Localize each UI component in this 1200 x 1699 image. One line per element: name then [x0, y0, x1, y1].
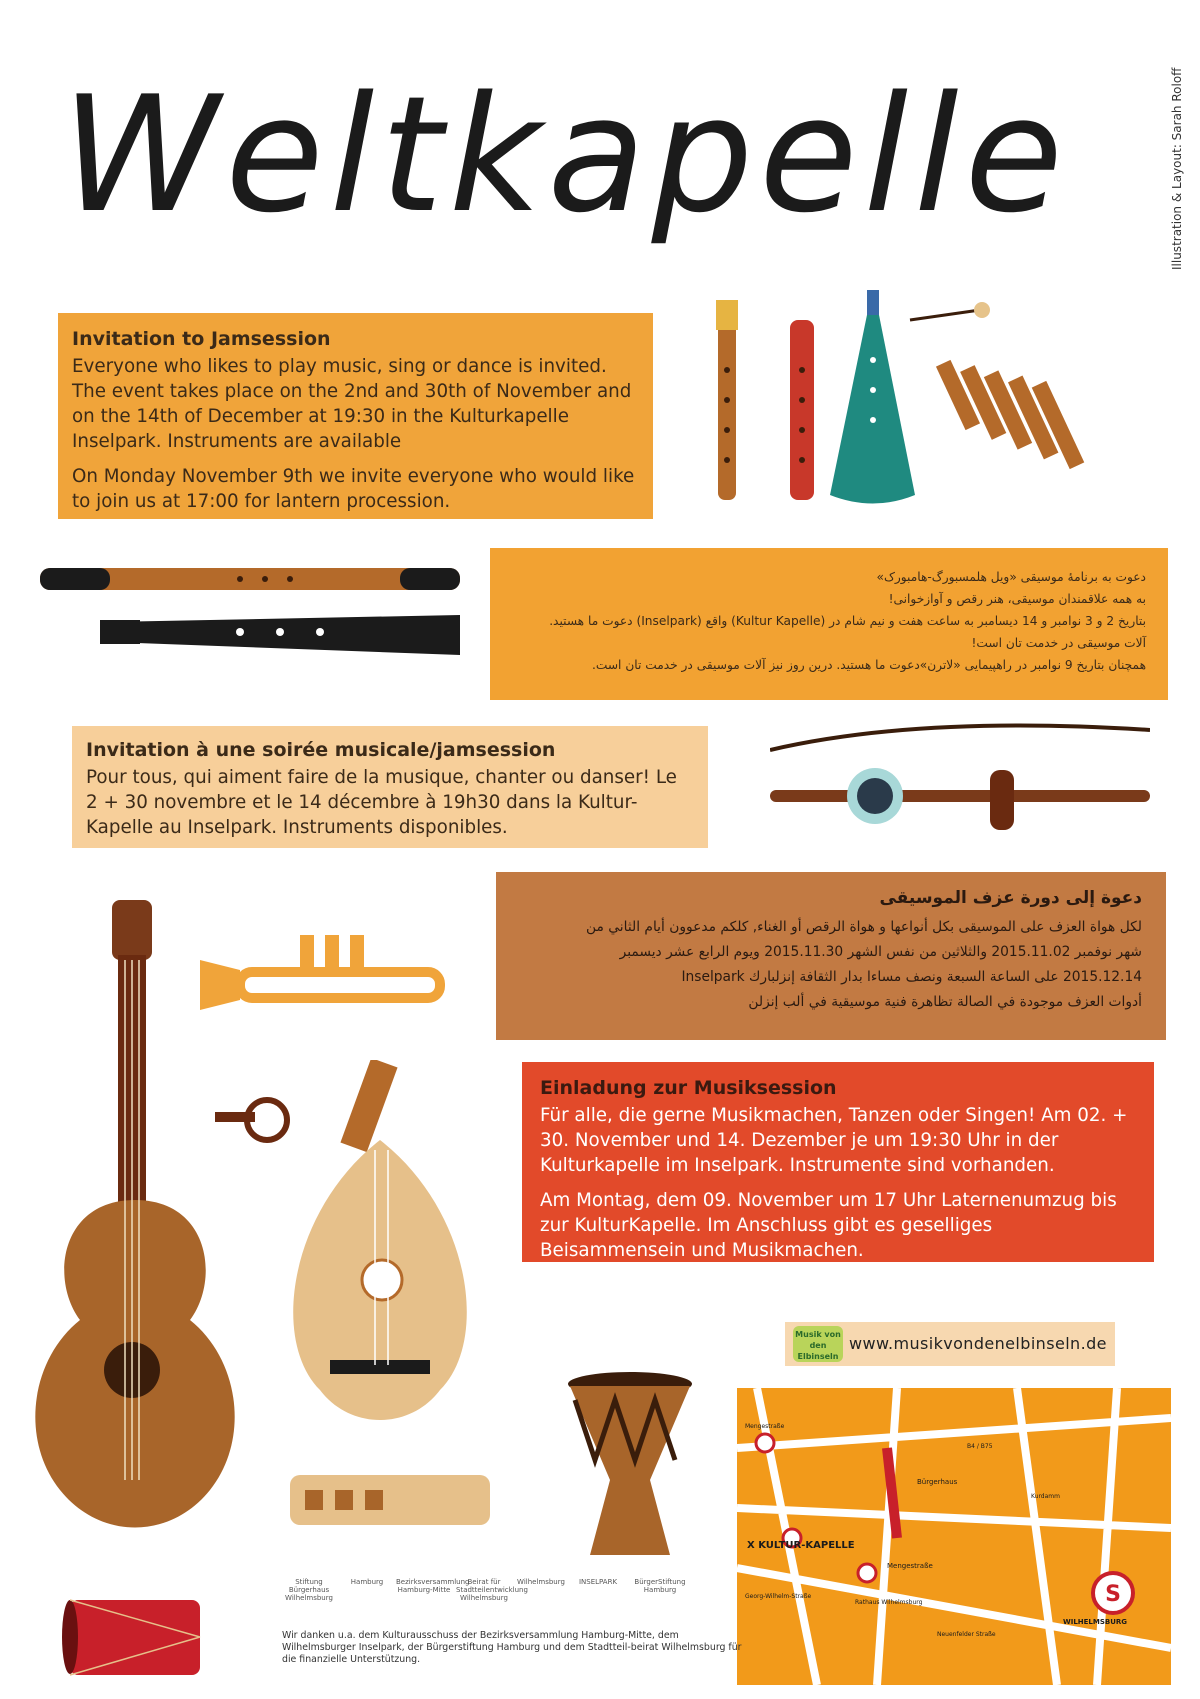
english-lantern-text: On Monday November 9th we invite everyone who would like to join us at 17:00 for lantern procession.: [72, 466, 635, 512]
wind-instruments-illustration: [700, 280, 1170, 530]
svg-text:WILHELMSBURG: WILHELMSBURG: [1063, 1618, 1128, 1626]
zurna-icon: [830, 290, 915, 504]
title-text: Weltkapelle: [61, 61, 1069, 248]
svg-text:Georg-Wilhelm-Straße: Georg-Wilhelm-Straße: [745, 1593, 812, 1600]
english-invitation: [58, 313, 653, 519]
farsi-line: آلات موسیقی در خدمت تان است!: [971, 636, 1146, 650]
arabic-line: شهر نوفمبر 2015.11.02 والثلاثين من نفس الشهر 2015.11.30 ويوم الرابع عشر ديسمبر: [619, 944, 1142, 960]
svg-text:Mengestraße: Mengestraße: [745, 1423, 785, 1430]
sponsor-logo: Wilhelmsburg: [517, 1578, 565, 1586]
german-invitation: [522, 1062, 1154, 1262]
oud-icon: [270, 1060, 490, 1440]
red-drum-icon: [60, 1595, 210, 1680]
sponsor-logo: BürgerStiftung Hamburg: [634, 1578, 686, 1594]
arabic-line: 2015.12.14 على الساعة السبعة ونصف مساءا بدار الثقافة إنزلبارك Inselpark: [681, 969, 1142, 985]
arabic-invitation: [496, 872, 1166, 1040]
sponsor-logo: Bezirksversammlung Hamburg-Mitte: [396, 1578, 470, 1594]
wooden-flute-icon: [716, 300, 738, 500]
harmonica-icon: [290, 1470, 490, 1530]
arabic-line: لكل هواة العزف على الموسيقى بكل أنواعها و هواة الرقص أو الغناء, كلكم مدعوون أيام الثاني من: [586, 919, 1142, 935]
arabic-heading: دعوة إلى دورة عزف الموسيقى: [879, 888, 1142, 908]
english-text: Everyone who likes to play music, sing or dance is invited. The event takes place on the 2nd and 30th of November and on the 14th of December at 19:30 in the Kulturkapelle Inselpark. Instruments are available: [72, 356, 632, 452]
sponsor-logos: [280, 1578, 700, 1618]
red-recorder-icon: [790, 320, 814, 500]
kamancheh-icon: [770, 768, 1150, 830]
bowed-instrument-illustration: [770, 720, 1150, 840]
s-bahn-icon: S: [1105, 1582, 1121, 1607]
sponsor-logo: Beirat für Stadtteilentwicklung Wilhelmsburg: [456, 1578, 528, 1602]
website-banner: [785, 1322, 1115, 1366]
clarinet-icon: [100, 615, 460, 655]
svg-text:Mengestraße: Mengestraße: [887, 1562, 933, 1570]
svg-text:B4 / B75: B4 / B75: [967, 1443, 993, 1450]
location-map: [737, 1388, 1171, 1685]
farsi-invitation: [490, 548, 1168, 700]
map-venue-label: X KULTUR-KAPELLE: [747, 1540, 855, 1551]
farsi-line: دعوت به برنامۀ موسیقی «ویل هلمسبورگ-هامبورک»: [876, 570, 1146, 584]
djembe-icon: [565, 1370, 695, 1560]
sponsor-logo: Stiftung Bürgerhaus Wilhelmsburg: [285, 1578, 333, 1602]
transverse-flute-icon: [40, 568, 460, 590]
french-heading: Invitation à une soirée musicale/jamsession: [86, 739, 556, 761]
french-text: Pour tous, qui aiment faire de la musique, chanter ou danser! Le 2 + 30 novembre et le 14 décembre à 19h30 dans la Kultur-Kapelle au Inselpark. Instruments disponibles.: [86, 767, 677, 838]
farsi-line: همچنان بتاریخ 9 نوامبر در راهپیمایی «لاترن»دعوت ما هستید. درین روز نیز آلات موسیقی در خدمت تان است.: [592, 658, 1146, 672]
sponsor-thanks: Wir danken u.a. dem Kulturausschuss der Bezirksversammlung Hamburg-Mitte, dem Wilhelmsburger Inselpark, der Bürgerstiftung Hamburg und dem Stadtteil-beirat Wilhelmsburg für die finanzielle Unterstützung.: [282, 1630, 742, 1665]
page-title: [40, 60, 1090, 260]
guitar-icon: [20, 900, 250, 1540]
musik-elbinseln-logo: Musik von den Elbinseln: [793, 1326, 843, 1362]
farsi-line: به همه علاقمندان موسیقی، هنر رقص و آوازخوانی!: [888, 592, 1146, 606]
svg-text:Neuenfelder Straße: Neuenfelder Straße: [937, 1631, 996, 1638]
german-heading: Einladung zur Musiksession: [540, 1077, 837, 1099]
svg-text:Bürgerhaus: Bürgerhaus: [917, 1478, 958, 1486]
sponsor-logo: INSELPARK: [578, 1578, 618, 1586]
svg-text:Kurdamm: Kurdamm: [1031, 1493, 1060, 1500]
german-lantern-text: Am Montag, dem 09. November um 17 Uhr Laternenumzug bis zur KulturKapelle. Im Anschluss gibt es geselliges Beisammensein und Musikmachen.: [540, 1190, 1117, 1261]
french-invitation: [72, 726, 708, 848]
illustration-credit: Illustration & Layout: Sarah Roloff: [1170, 67, 1184, 270]
german-text: Für alle, die gerne Musikmachen, Tanzen oder Singen! Am 02. + 30. November und 14. Dezember je um 19:30 Uhr in der Kulturkapelle im Inselpark. Instrumente sind vorhanden.: [540, 1105, 1128, 1176]
svg-text:Rathaus Wilhelmsburg: Rathaus Wilhelmsburg: [855, 1599, 923, 1606]
bow-icon: [770, 726, 1150, 751]
flute-clarinet-illustration: [40, 560, 460, 680]
sponsor-logo: Hamburg: [350, 1578, 384, 1586]
website-link[interactable]: www.musikvondenelbinseln.de: [849, 1334, 1107, 1353]
farsi-line: بتاریخ 2 و 3 نوامبر و 14 دیسامبر به ساعت هفت و نیم شام در (Kultur Kapelle) واقع (Inselpark) دعوت ما هستید.: [549, 614, 1146, 628]
xylophone-icon: [910, 302, 1084, 469]
arabic-line: أدوات العزف موجودة في الصالة تظاهرة فنية موسيقية في ألب إنزلن: [748, 994, 1142, 1010]
english-heading: Invitation to Jamsession: [72, 328, 331, 350]
